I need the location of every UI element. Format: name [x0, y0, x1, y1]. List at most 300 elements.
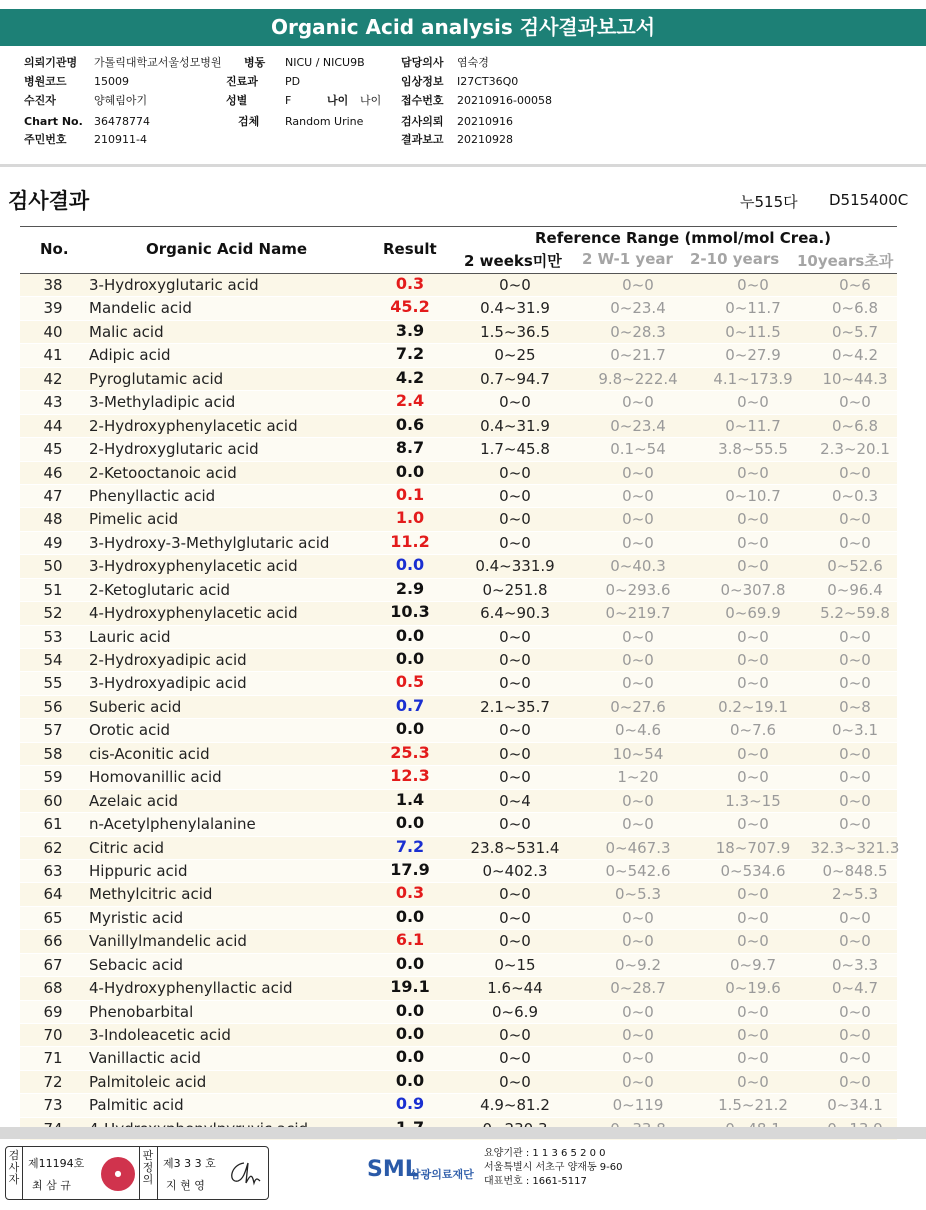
clinical-label: 임상정보 — [401, 75, 444, 88]
cell-range-2w-1y: 0~0 — [622, 908, 654, 927]
cell-name: Adipic acid — [89, 346, 171, 365]
cell-range-2weeks: 0~251.8 — [482, 580, 548, 599]
table-row — [20, 1024, 897, 1047]
cell-range-2w-1y: 0~28.3 — [610, 322, 666, 341]
cell-range-2weeks: 2.1~35.7 — [480, 697, 550, 716]
header-r3: 2-10 years — [690, 250, 780, 268]
cell-range-2w-1y: 0~0 — [622, 1049, 654, 1068]
table-row — [20, 508, 897, 531]
cell-name: Vanillactic acid — [89, 1049, 201, 1068]
cell-name: 3-Hydroxyadipic acid — [89, 674, 247, 693]
hospital-code-value: 15009 — [94, 75, 129, 88]
table-row — [20, 954, 897, 977]
header-r1: 2 weeks미만 — [464, 252, 562, 270]
cell-no: 38 — [43, 276, 63, 294]
cell-name: 3-Indoleacetic acid — [89, 1026, 231, 1044]
cell-no: 65 — [43, 908, 63, 927]
request-label: 검사의뢰 — [401, 115, 444, 128]
cell-range-2weeks: 0~0 — [499, 908, 531, 927]
cell-no: 70 — [43, 1026, 63, 1044]
cell-result: 12.3 — [390, 766, 430, 786]
patient-value: 양혜림아기 — [94, 94, 148, 107]
cell-no: 68 — [43, 979, 63, 998]
lab-code: 요양기관 : 1 1 3 6 5 2 0 0 — [484, 1148, 606, 1159]
cell-range-2-10y: 3.8~55.5 — [718, 440, 788, 459]
cell-range-2w-1y: 0~0 — [622, 1072, 654, 1091]
cell-range-10y-plus: 0~0 — [839, 1049, 871, 1068]
cell-no: 47 — [43, 486, 63, 505]
cell-result: 25.3 — [390, 742, 430, 762]
cell-no: 71 — [43, 1049, 63, 1068]
cell-no: 41 — [43, 346, 63, 365]
reviewer-name: 지 현 영 — [166, 1179, 205, 1192]
cell-no: 67 — [43, 955, 63, 974]
cell-range-10y-plus: 0~0.3 — [832, 486, 878, 505]
table-row — [20, 415, 897, 438]
cell-no: 55 — [43, 674, 63, 693]
report-title: Organic Acid analysis 검사결과보고서 — [0, 9, 926, 46]
cell-result: 0.0 — [395, 953, 425, 973]
cell-result: 0.0 — [395, 1024, 425, 1043]
doctor-label: 담당의사 — [401, 56, 444, 69]
cell-range-10y-plus: 0~8 — [839, 697, 871, 716]
cell-no: 61 — [43, 815, 63, 834]
cell-result: 0.0 — [395, 1000, 425, 1020]
cell-range-2-10y: 0~0 — [737, 276, 769, 294]
cell-name: Hippuric acid — [89, 861, 188, 880]
table-row — [20, 766, 897, 789]
cell-range-10y-plus: 0~0 — [839, 674, 871, 693]
cell-range-10y-plus: 0~6 — [839, 276, 871, 294]
table-row — [20, 368, 897, 391]
cell-name: 2-Ketoglutaric acid — [89, 580, 231, 599]
cell-no: 57 — [43, 721, 63, 740]
cell-range-2-10y: 18~707.9 — [715, 838, 791, 857]
table-row — [20, 321, 897, 344]
cell-name: 3-Methyladipic acid — [89, 393, 236, 412]
section-title: 검사결과 — [8, 189, 90, 213]
cell-name: Vanillylmandelic acid — [89, 932, 247, 951]
cell-range-2w-1y: 0~467.3 — [605, 838, 671, 857]
patient-label: 수진자 — [24, 94, 56, 107]
cell-range-2-10y: 0~0 — [737, 885, 769, 904]
cell-range-10y-plus: 0~5.7 — [832, 322, 878, 341]
cell-name: 2-Hydroxyglutaric acid — [89, 440, 259, 459]
cell-result: 7.2 — [395, 344, 425, 364]
cell-result: 0.1 — [395, 484, 425, 504]
id-value: 210911-4 — [94, 133, 147, 146]
cell-result: 0.0 — [395, 813, 425, 833]
seal-stamp: ● — [101, 1157, 135, 1191]
cell-range-2w-1y: 0~4.6 — [615, 721, 661, 740]
cell-range-2-10y: 0~69.9 — [725, 604, 781, 623]
cell-range-2weeks: 0~0 — [499, 510, 531, 529]
cell-range-2weeks: 0~0 — [499, 744, 531, 763]
cell-range-10y-plus: 0~4.7 — [832, 979, 878, 998]
cell-range-2weeks: 4.9~81.2 — [480, 1096, 550, 1115]
cell-range-2w-1y: 0~119 — [612, 1096, 664, 1115]
cell-range-2weeks: 0~15 — [494, 955, 536, 974]
cell-name: Palmitoleic acid — [89, 1072, 207, 1091]
cell-range-2weeks: 0~0 — [499, 486, 531, 505]
table-row — [20, 1047, 897, 1070]
patient-info — [0, 52, 926, 160]
cell-name: 2-Hydroxyadipic acid — [89, 651, 247, 669]
cell-result: 45.2 — [390, 297, 430, 317]
cell-no: 60 — [43, 791, 63, 810]
cell-name: Malic acid — [89, 322, 164, 341]
cell-range-2weeks: 0~0 — [499, 1072, 531, 1091]
cell-range-2w-1y: 0~0 — [622, 1026, 654, 1044]
cell-result: 0.0 — [395, 649, 425, 668]
cell-result: 4.2 — [395, 367, 425, 387]
cell-range-2-10y: 0~0 — [737, 744, 769, 763]
header-ref-range: Reference Range (mmol/mol Crea.) — [535, 229, 832, 247]
cell-range-2weeks: 1.7~45.8 — [480, 440, 550, 459]
cell-range-2weeks: 0~0 — [499, 276, 531, 294]
cell-range-2w-1y: 0~9.2 — [615, 955, 661, 974]
receipt-value: 20210916-00058 — [457, 94, 552, 107]
institution-label: 의뢰기관명 — [24, 56, 78, 69]
table-row — [20, 883, 897, 906]
cell-range-2-10y: 0~0 — [737, 1049, 769, 1068]
cell-name: cis-Aconitic acid — [89, 744, 210, 763]
cell-name: 4-Hydroxyphenyllactic acid — [89, 979, 293, 998]
cell-range-10y-plus: 2.3~20.1 — [820, 440, 890, 459]
table-row — [20, 344, 897, 367]
cell-range-2w-1y: 0~0 — [622, 533, 654, 552]
tester-name: 최 삼 규 — [32, 1179, 71, 1192]
cell-result: 8.7 — [395, 438, 425, 458]
cell-range-2weeks: 0~402.3 — [482, 861, 548, 880]
cell-range-2w-1y: 0~23.4 — [610, 416, 666, 435]
cell-range-2weeks: 0~6.9 — [492, 1002, 538, 1021]
cell-range-10y-plus: 0~6.8 — [832, 299, 878, 318]
chart-label: Chart No. — [24, 115, 83, 128]
cell-name: Suberic acid — [89, 697, 182, 716]
cell-range-2-10y: 0~0 — [737, 768, 769, 787]
signature-box — [5, 1146, 269, 1200]
cell-no: 53 — [43, 627, 63, 646]
cell-range-2weeks: 0~0 — [499, 533, 531, 552]
cell-range-2weeks: 0~0 — [499, 768, 531, 787]
cell-no: 73 — [43, 1096, 63, 1115]
cell-range-2w-1y: 0~23.4 — [610, 299, 666, 318]
cell-name: 3-Hydroxy-3-Methylglutaric acid — [89, 533, 330, 552]
header-r2: 2 W-1 year — [582, 250, 673, 268]
cell-range-10y-plus: 0~0 — [839, 815, 871, 834]
cell-name: 2-Ketooctanoic acid — [89, 463, 237, 482]
cell-range-2w-1y: 0~293.6 — [605, 580, 671, 599]
cell-no: 42 — [43, 369, 63, 388]
cell-range-10y-plus: 0~96.4 — [827, 580, 883, 599]
cell-no: 40 — [43, 322, 63, 341]
cell-range-2-10y: 0~11.7 — [725, 416, 781, 435]
age-value: 나이 — [360, 94, 382, 107]
cell-result: 0.0 — [395, 555, 425, 575]
cell-range-10y-plus: 0~3.3 — [832, 955, 878, 974]
cell-range-2w-1y: 0~0 — [622, 932, 654, 951]
table-row — [20, 555, 897, 578]
cell-range-2weeks: 0~0 — [499, 1049, 531, 1068]
cell-result: 3.9 — [395, 320, 425, 340]
cell-no: 66 — [43, 932, 63, 951]
cell-name: Lauric acid — [89, 627, 171, 646]
cell-no: 51 — [43, 580, 63, 599]
cell-range-10y-plus: 0~0 — [839, 908, 871, 927]
cell-range-2w-1y: 0~40.3 — [610, 557, 666, 576]
cell-range-2w-1y: 0~219.7 — [605, 604, 671, 623]
cell-range-10y-plus: 0~0 — [839, 510, 871, 529]
cell-range-10y-plus: 0~52.6 — [827, 557, 883, 576]
cell-result: 0.0 — [395, 906, 425, 926]
cell-range-2-10y: 0~7.6 — [730, 721, 776, 740]
sml-logo-subtitle: 삼광의료재단 — [410, 1168, 474, 1181]
cell-range-10y-plus: 2~5.3 — [832, 885, 878, 904]
result-date-label: 결과보고 — [401, 133, 444, 146]
table-row — [20, 907, 897, 930]
cell-range-10y-plus: 32.3~321.3 — [810, 838, 900, 857]
cell-range-2-10y: 0.2~19.1 — [718, 697, 788, 716]
institution-value: 가톨릭대학교서울성모병원 — [94, 56, 222, 69]
cell-result: 10.3 — [390, 602, 430, 622]
cell-no: 52 — [43, 604, 63, 623]
table-row — [20, 836, 900, 860]
header-no: No. — [40, 240, 69, 258]
cell-range-2w-1y: 0~0 — [622, 791, 654, 810]
header-r4: 10years초과 — [797, 252, 894, 270]
results-table — [20, 274, 900, 1141]
cell-range-2weeks: 0~25 — [494, 346, 536, 365]
cell-range-2-10y: 1.3~15 — [725, 791, 781, 810]
cell-range-2weeks: 1.5~36.5 — [480, 322, 550, 341]
cell-range-2weeks: 0.7~94.7 — [480, 369, 550, 388]
cell-no: 72 — [43, 1072, 63, 1091]
cell-range-2weeks: 0~0 — [499, 932, 531, 951]
cell-range-2w-1y: 0~0 — [622, 674, 654, 693]
divider — [0, 164, 926, 167]
cell-result: 0.7 — [395, 695, 425, 715]
cell-name: Sebacic acid — [89, 955, 184, 974]
cell-range-2w-1y: 0~0 — [622, 393, 654, 412]
cell-range-10y-plus: 0~848.5 — [822, 861, 888, 880]
cell-range-2w-1y: 0~27.6 — [610, 697, 666, 716]
cell-name: Citric acid — [89, 838, 164, 857]
cell-range-2weeks: 0.4~331.9 — [475, 557, 555, 576]
table-row — [20, 860, 897, 883]
cell-name: Phenyllactic acid — [89, 486, 216, 505]
cell-result: 1.4 — [395, 789, 425, 809]
table-row — [20, 462, 897, 485]
ward-label: 병동 — [244, 56, 266, 69]
cell-range-2-10y: 0~0 — [737, 510, 769, 529]
request-value: 20210916 — [457, 115, 513, 128]
table-row — [20, 696, 897, 719]
sig-divider — [22, 1147, 23, 1199]
cell-range-2-10y: 0~0 — [737, 627, 769, 646]
cell-range-2weeks: 0~0 — [499, 393, 531, 412]
cell-range-2w-1y: 0~0 — [622, 510, 654, 529]
cell-range-2-10y: 0~27.9 — [725, 346, 781, 365]
cell-range-10y-plus: 0~0 — [839, 651, 871, 669]
sig-divider — [139, 1147, 140, 1199]
cell-range-2weeks: 0~0 — [499, 463, 531, 482]
cell-range-2w-1y: 0~0 — [622, 1002, 654, 1021]
cell-result: 0.5 — [395, 672, 425, 692]
cell-range-2w-1y: 0~0 — [622, 627, 654, 646]
cell-name: n-Acetylphenylalanine — [89, 815, 256, 834]
cell-name: Methylcitric acid — [89, 885, 213, 904]
cell-range-10y-plus: 0~3.1 — [832, 721, 878, 740]
cell-name: 3-Hydroxyglutaric acid — [89, 276, 259, 294]
tester-label: 검 사 자 — [8, 1149, 20, 1186]
table-row — [20, 1094, 897, 1117]
cell-range-2-10y: 0~0 — [737, 651, 769, 669]
table-row — [20, 602, 897, 625]
cell-range-2-10y: 0~0 — [737, 1026, 769, 1044]
cell-range-2weeks: 0~0 — [499, 627, 531, 646]
cell-range-2w-1y: 1~20 — [617, 768, 659, 787]
cell-no: 62 — [43, 838, 63, 857]
cell-result: 11.2 — [390, 531, 430, 551]
table-row — [20, 743, 897, 766]
cell-name: 4-Hydroxyphenylacetic acid — [89, 604, 298, 623]
cell-name: Homovanillic acid — [89, 768, 222, 787]
sig-divider — [157, 1147, 158, 1199]
hospital-code-label: 병원코드 — [24, 75, 67, 88]
cell-range-2-10y: 0~0 — [737, 932, 769, 951]
cell-range-2weeks: 0~0 — [499, 815, 531, 834]
cell-range-2-10y: 0~0 — [737, 674, 769, 693]
cell-range-2w-1y: 0~0 — [622, 815, 654, 834]
cell-range-10y-plus: 0~0 — [839, 768, 871, 787]
cell-range-10y-plus: 0~0 — [839, 1026, 871, 1044]
cell-no: 43 — [43, 393, 63, 412]
footer — [0, 1139, 926, 1210]
cell-range-2w-1y: 0~0 — [622, 651, 654, 669]
cell-no: 44 — [43, 416, 63, 435]
cell-range-2-10y: 0~10.7 — [725, 486, 781, 505]
cell-range-10y-plus: 5.2~59.8 — [820, 604, 890, 623]
cell-range-2weeks: 0.4~31.9 — [480, 299, 550, 318]
cell-result: 0.0 — [395, 719, 425, 739]
cell-range-10y-plus: 0~0 — [839, 533, 871, 552]
cell-name: Phenobarbital — [89, 1002, 194, 1021]
cell-no: 63 — [43, 861, 63, 880]
cell-result: 0.3 — [395, 883, 425, 903]
id-label: 주민번호 — [24, 133, 67, 146]
cell-result: 0.0 — [395, 1070, 425, 1090]
cell-range-2w-1y: 0~542.6 — [605, 861, 671, 880]
cell-result: 2.9 — [395, 578, 425, 598]
cell-range-10y-plus: 0~34.1 — [827, 1096, 883, 1115]
cell-range-10y-plus: 0~4.2 — [832, 346, 878, 365]
cell-range-10y-plus: 0~6.8 — [832, 416, 878, 435]
cell-range-2-10y: 0~0 — [737, 393, 769, 412]
reviewer-label: 판 정 의 — [142, 1149, 154, 1186]
cell-range-2-10y: 0~307.8 — [720, 580, 786, 599]
cell-range-2w-1y: 0.1~54 — [610, 440, 666, 459]
cell-no: 39 — [43, 299, 63, 318]
report-code-2: D515400C — [829, 191, 909, 209]
cell-no: 50 — [43, 557, 63, 576]
table-row — [20, 532, 897, 555]
chart-value: 36478774 — [94, 115, 150, 128]
bottom-divider — [0, 1127, 926, 1139]
cell-range-2weeks: 0~0 — [499, 885, 531, 904]
ward-value: NICU / NICU9B — [285, 56, 365, 69]
signature-icon — [224, 1157, 262, 1189]
cell-name: Myristic acid — [89, 908, 184, 927]
cell-no: 46 — [43, 463, 63, 482]
cell-range-2-10y: 0~0 — [737, 463, 769, 482]
tester-no: 제11194호 — [28, 1157, 85, 1170]
cell-no: 54 — [43, 651, 63, 669]
cell-range-2-10y: 1.5~21.2 — [718, 1096, 788, 1115]
cell-result: 7.2 — [395, 836, 425, 856]
cell-no: 56 — [43, 697, 63, 716]
cell-range-2-10y: 0~9.7 — [730, 955, 776, 974]
cell-result: 0.0 — [395, 625, 425, 645]
table-row — [20, 790, 897, 813]
sex-label: 성별 — [226, 94, 248, 107]
cell-range-2weeks: 0~0 — [499, 721, 531, 740]
cell-range-2-10y: 0~11.5 — [725, 322, 781, 341]
cell-range-2-10y: 0~0 — [737, 533, 769, 552]
doctor-value: 염숙경 — [457, 56, 489, 69]
cell-range-2-10y: 0~0 — [737, 1002, 769, 1021]
table-row — [20, 485, 897, 508]
table-row — [20, 719, 897, 742]
cell-result: 0.0 — [395, 1047, 425, 1067]
cell-name: Pimelic acid — [89, 510, 179, 529]
cell-range-10y-plus: 0~0 — [839, 744, 871, 763]
cell-name: Orotic acid — [89, 721, 171, 740]
lab-address: 서울특별시 서초구 양재동 9-60 — [484, 1162, 623, 1173]
cell-range-2-10y: 4.1~173.9 — [713, 369, 793, 388]
cell-range-2weeks: 1.6~44 — [487, 979, 543, 998]
cell-range-2w-1y: 10~54 — [612, 744, 664, 763]
table-row — [20, 274, 897, 297]
cell-range-2weeks: 0~0 — [499, 1026, 531, 1044]
cell-result: 17.9 — [390, 859, 430, 879]
cell-range-2-10y: 0~0 — [737, 815, 769, 834]
sex-value: F — [285, 94, 292, 107]
reviewer-no: 제3 3 3 호 — [163, 1157, 216, 1170]
cell-range-10y-plus: 0~0 — [839, 791, 871, 810]
cell-result: 2.4 — [395, 391, 425, 411]
specimen-value: Random Urine — [285, 115, 364, 128]
table-row — [20, 672, 897, 695]
header-name: Organic Acid Name — [146, 240, 308, 258]
cell-range-2weeks: 0.4~31.9 — [480, 416, 550, 435]
table-row — [20, 1001, 897, 1024]
clinical-value: I27CT36Q0 — [457, 75, 519, 88]
cell-range-2weeks: 6.4~90.3 — [480, 604, 550, 623]
cell-result: 1.0 — [395, 508, 425, 528]
cell-range-2w-1y: 0~0 — [622, 463, 654, 482]
table-row — [20, 391, 897, 414]
cell-range-2-10y: 0~0 — [737, 557, 769, 576]
cell-range-2-10y: 0~19.6 — [725, 979, 781, 998]
table-row — [20, 813, 897, 836]
table-row — [20, 930, 897, 953]
table-row — [20, 579, 897, 602]
cell-range-2-10y: 0~11.7 — [725, 299, 781, 318]
cell-range-10y-plus: 0~0 — [839, 932, 871, 951]
cell-range-10y-plus: 10~44.3 — [822, 369, 888, 388]
cell-range-2w-1y: 0~0 — [622, 486, 654, 505]
